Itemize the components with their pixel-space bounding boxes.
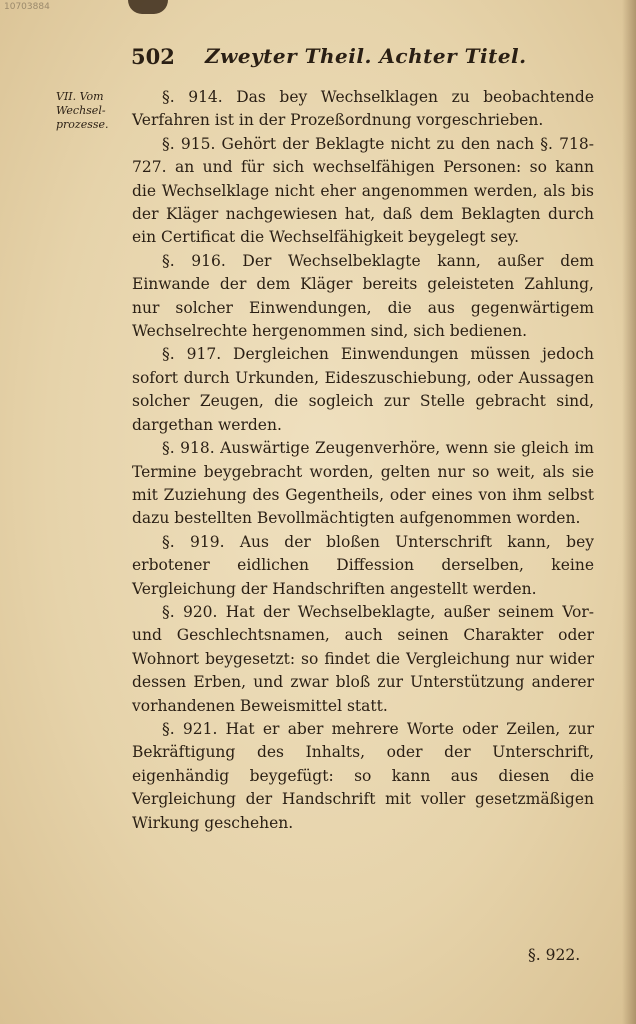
ink-blot	[128, 0, 168, 14]
paragraph-921: §. 921. Hat er aber mehrere Worte oder Zeilen, zur Bekräftigung des Inhalts, oder der Unterschrift, eigenhändig beygefügt: so kann aus diesen die Vergleichung der Handschrift mit voller gesetzmäßigen Wirkung geschehen.	[132, 719, 594, 832]
page-header	[131, 40, 601, 76]
paragraph-916: §. 916. Der Wechselbeklagte kann, außer dem Einwande der dem Kläger bereits geleisteten Zahlung, nur solcher Einwendungen, die aus gegenwärtigem Wechselrechte hergenommen sind, sich bedienen.	[132, 251, 594, 341]
archive-stamp: 10703884	[4, 2, 50, 12]
page-edge-shadow	[622, 0, 636, 1024]
margin-note: VII. Vom Wechsel-prozesse.	[56, 90, 109, 131]
paragraph-915: §. 915. Gehört der Beklagte nicht zu den nach §. 718-727. an und für sich wechselfähigen Personen: so kann die Wechselklage nicht eher angenommen werden, als bis der Kläger nachgewiesen hat, daß dem Beklagten durch ein Certificat die Wechselfähigkeit beygelegt sey.	[132, 134, 594, 247]
paragraph-917: §. 917. Dergleichen Einwendungen müssen jedoch sofort durch Urkunden, Eideszuschiebung, oder Aussagen solcher Zeugen, die sogleich zur Stelle gebracht sind, dargethan werden.	[132, 345, 594, 434]
body-text	[132, 86, 594, 835]
page-number: 502	[131, 44, 175, 69]
paragraph-919: §. 919. Aus der bloßen Unterschrift kann, bey erbotener eidlichen Diffession derselben, keine Vergleichung der Handschriften angestellt werden.	[132, 532, 594, 598]
running-title: Zweyter Theil. Achter Titel.	[205, 44, 527, 68]
paragraph-914: §. 914. Das bey Wechselklagen zu beobachtende Verfahren ist in der Prozeßordnung vorgeschrieben.	[132, 88, 594, 130]
paragraph-918: §. 918. Auswärtige Zeugenverhöre, wenn sie gleich im Termine beygebracht worden, gelten nur so weit, als sie mit Zuziehung des Gegentheils, oder eines von ihm selbst dazu bestellten Bevollmächtigten aufgenommen worden.	[132, 439, 594, 528]
paragraph-920: §. 920. Hat der Wechselbeklagte, außer seinem Vor- und Geschlechtsnamen, auch seinen Charakter oder Wohnort beygesetzt: so findet die Vergleichung nur wider dessen Erben, und zwar bloß zur Unterstützung anderer vorhandenen Beweismittel statt.	[132, 602, 594, 715]
catchword: §. 922.	[528, 946, 581, 964]
